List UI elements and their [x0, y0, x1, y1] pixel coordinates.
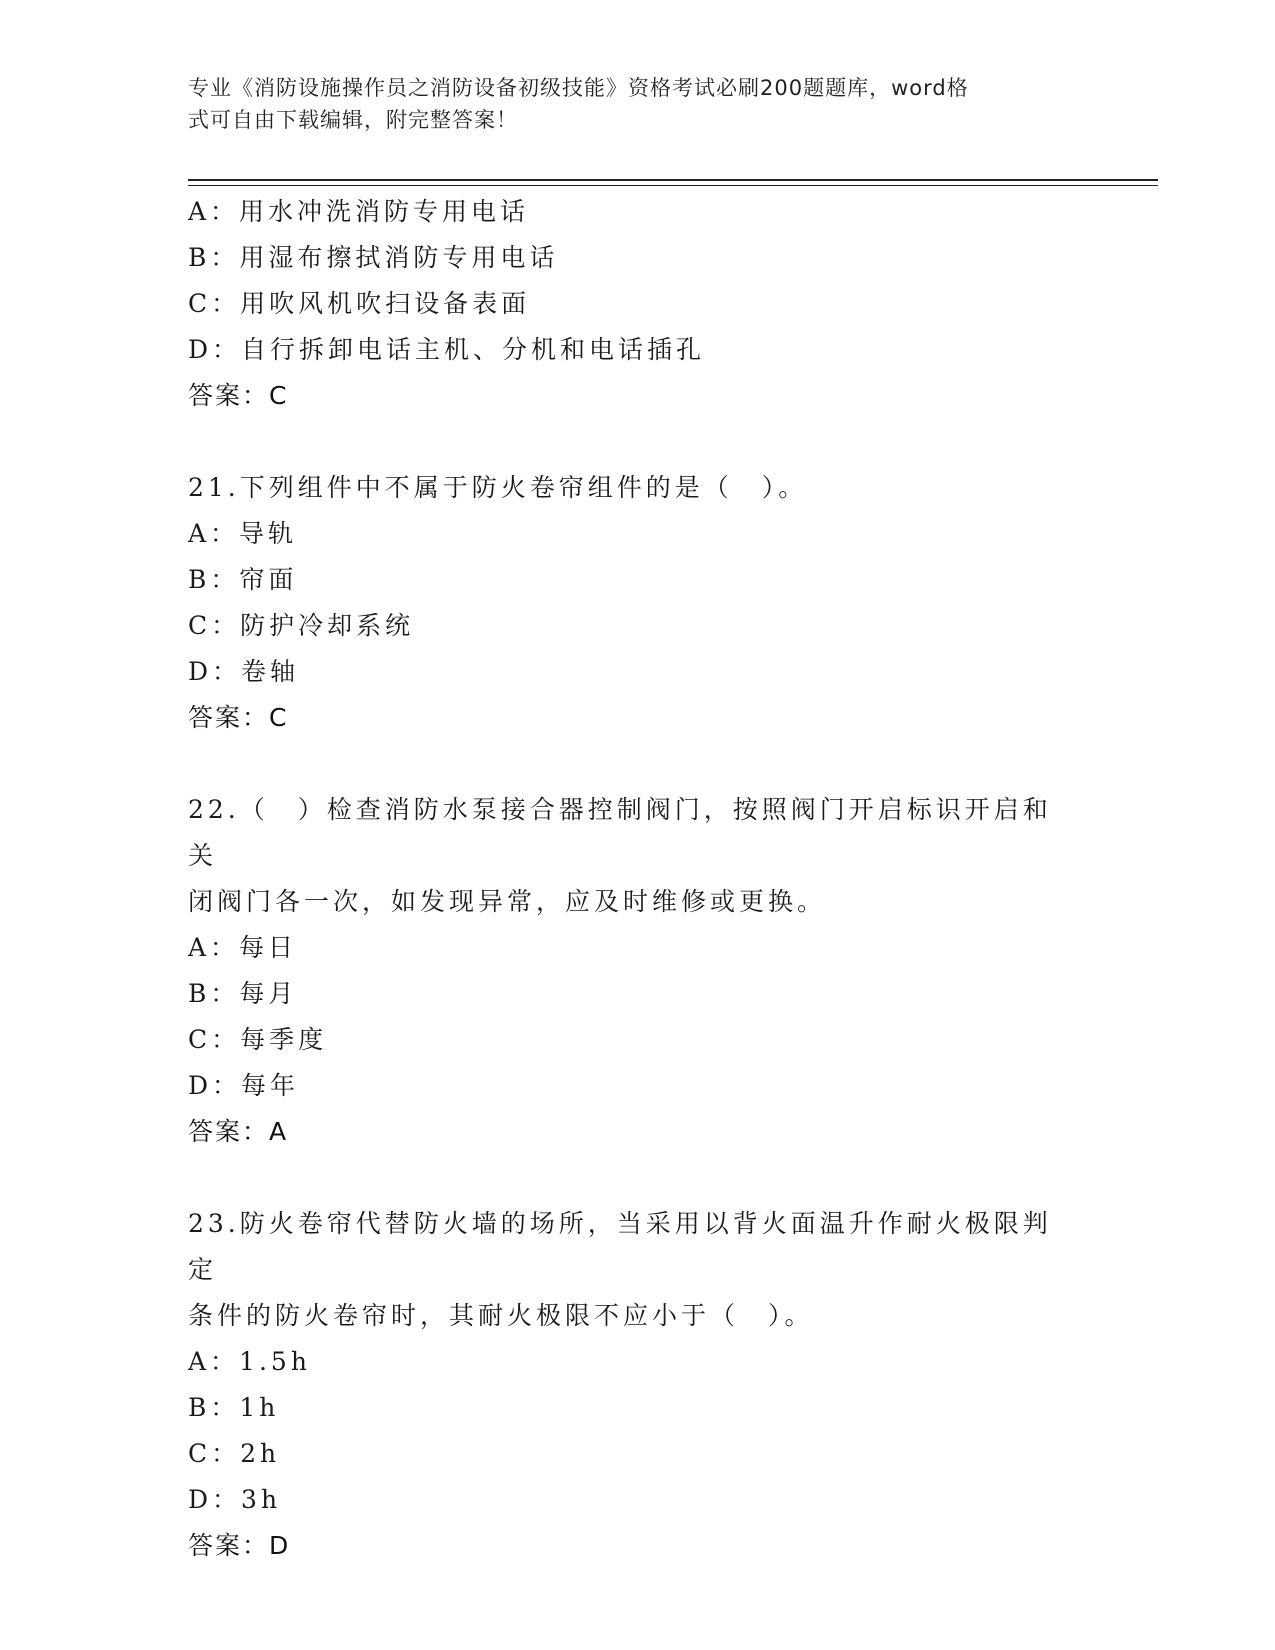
option-d: D：3h — [188, 1485, 282, 1514]
answer: 答案：C — [188, 381, 289, 410]
option-c: C：2h — [188, 1439, 281, 1468]
answer: 答案：D — [188, 1531, 291, 1560]
option-a: A：每日 — [188, 933, 298, 962]
option-d: D：自行拆卸电话主机、分机和电话插孔 — [188, 335, 706, 364]
option-b: B：帘面 — [188, 565, 298, 594]
spacer — [188, 1155, 1088, 1201]
option-c: C：用吹风机吹扫设备表面 — [188, 289, 531, 318]
spacer — [188, 419, 1088, 465]
option-b: B：用湿布擦拭消防专用电话 — [188, 243, 559, 272]
question-text-line-1: 22.（ ）检查消防水泵接合器控制阀门，按照阀门开启标识开启和关 — [188, 795, 1052, 870]
answer: 答案：A — [188, 1117, 289, 1146]
option-b: B：每月 — [188, 979, 298, 1008]
question-text-line-1: 23.防火卷帘代替防火墙的场所，当采用以背火面温升作耐火极限判定 — [188, 1209, 1052, 1284]
question-21 — [188, 465, 1088, 741]
option-d: D：每年 — [188, 1071, 300, 1100]
option-c: C：每季度 — [188, 1025, 328, 1054]
question-list — [188, 189, 1088, 1569]
header-divider-thick — [188, 179, 1158, 181]
document-header — [188, 72, 1088, 136]
answer: 答案：C — [188, 703, 289, 732]
option-b: B：1h — [188, 1393, 280, 1422]
question-text-line-2: 闭阀门各一次，如发现异常，应及时维修或更换。 — [188, 887, 827, 916]
header-line-2: 式可自由下载编辑，附完整答案！ — [188, 108, 518, 132]
option-d: D：卷轴 — [188, 657, 300, 686]
question-22 — [188, 787, 1088, 1155]
option-a: A：1.5h — [188, 1347, 311, 1376]
option-a: A：用水冲洗消防专用电话 — [188, 197, 530, 226]
spacer — [188, 741, 1088, 787]
question-text: 21.下列组件中不属于防火卷帘组件的是（ ）。 — [188, 473, 808, 502]
option-c: C：防护冷却系统 — [188, 611, 415, 640]
header-line-1: 专业《消防设施操作员之消防设备初级技能》资格考试必刷200题题库，word格 — [188, 76, 969, 100]
question-text-line-2: 条件的防火卷帘时，其耐火极限不应小于（ ）。 — [188, 1301, 814, 1330]
header-divider-thin — [188, 185, 1158, 186]
question-23 — [188, 1201, 1088, 1569]
option-a: A：导轨 — [188, 519, 298, 548]
question-prev — [188, 189, 1088, 419]
